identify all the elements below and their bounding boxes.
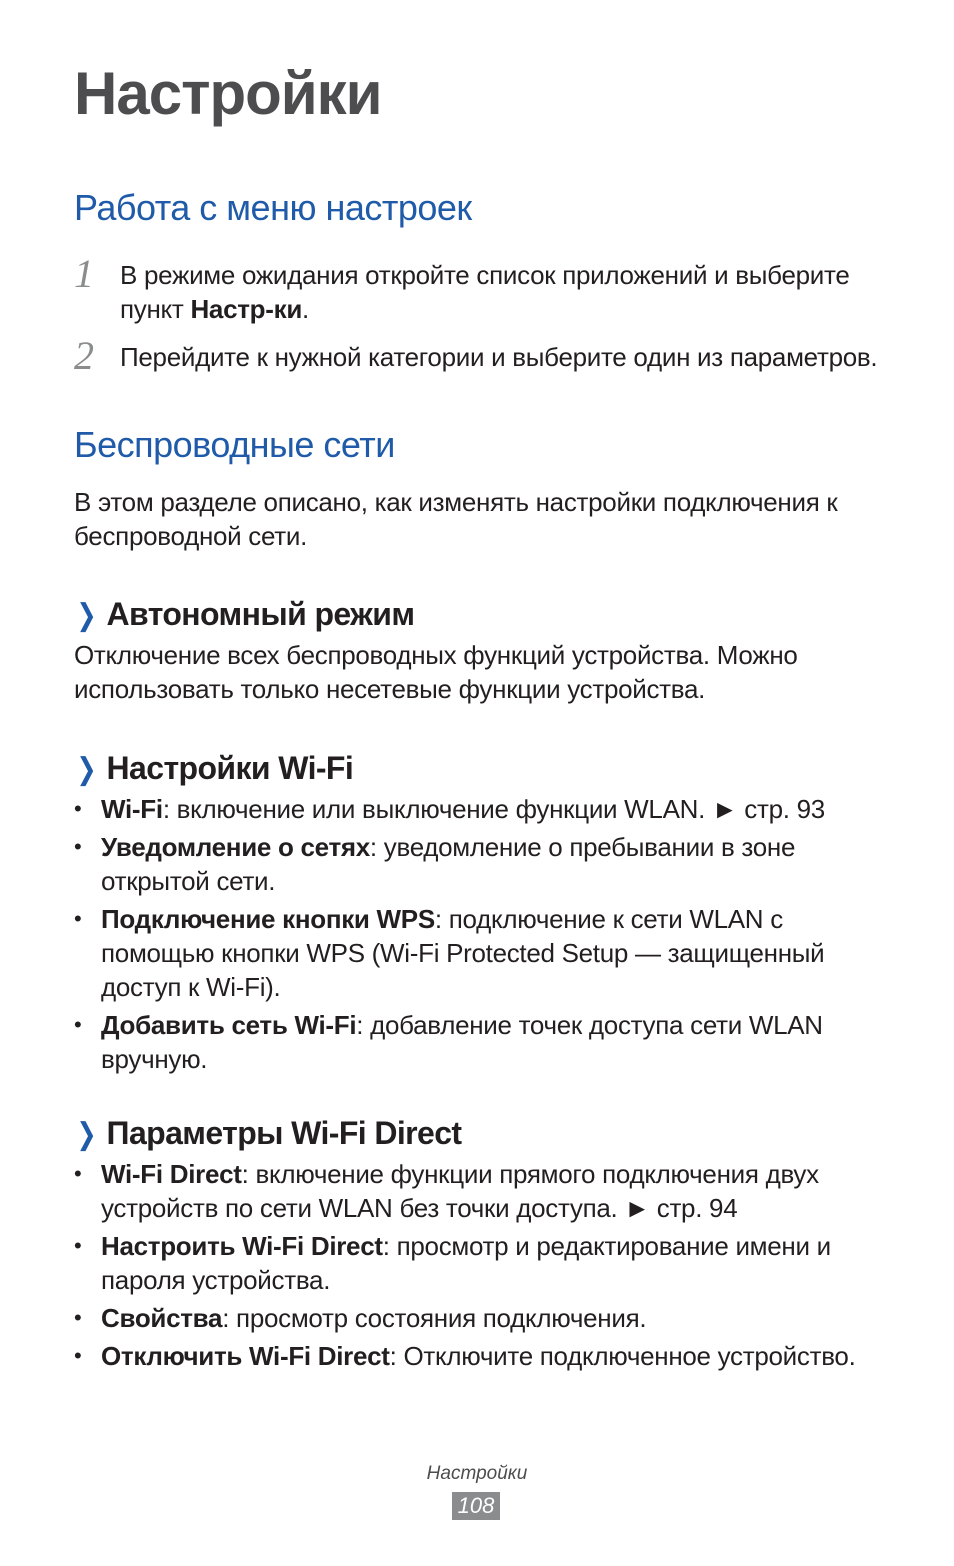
section-title-wireless: Беспроводные сети — [74, 424, 395, 465]
settings-item-name: Настр-ки — [190, 294, 303, 324]
bullet-icon: • — [74, 834, 82, 859]
list-item: • Отключить Wi-Fi Direct: Отключите подключенное устройство. — [74, 1341, 856, 1371]
list-item: • Wi-Fi: включение или выключение функции WLAN. ► стр. 93 — [74, 794, 825, 824]
list-item: • Добавить сеть Wi-Fi: добавление точек доступа сети WLAN вручную. — [74, 1010, 823, 1074]
chevron-right-icon: ❯ — [76, 599, 97, 632]
subheading-airplane-mode: ❯ Автономный режим — [74, 594, 414, 636]
wireless-intro: В этом разделе описано, как изменять настройки подключения к беспроводной сети. — [74, 487, 838, 551]
bullet-icon: • — [74, 1343, 82, 1368]
step-1 — [74, 251, 894, 326]
airplane-mode-description: Отключение всех беспроводных функций устройства. Можно использовать только несетевые функции устройства. — [74, 640, 798, 704]
bullet-icon: • — [74, 1305, 82, 1330]
bullet-icon: • — [74, 1161, 82, 1186]
chevron-right-icon: ❯ — [76, 753, 97, 786]
bullet-icon: • — [74, 1233, 82, 1258]
list-item: • Уведомление о сетях: уведомление о пребывании в зоне открытой сети. — [74, 832, 796, 896]
list-item: • Подключение кнопки WPS: подключение к сети WLAN с помощью кнопки WPS (Wi-Fi Protected Setup — защищенный доступ к Wi-Fi). — [74, 904, 825, 1002]
step-2 — [74, 333, 894, 378]
step-number: 2 — [74, 333, 94, 378]
bullet-icon: • — [74, 796, 82, 821]
subheading-wifi-settings: ❯ Настройки Wi-Fi — [74, 748, 353, 790]
step-text: Перейдите к нужной категории и выберите один из параметров. — [120, 342, 878, 372]
footer-section-label: Настройки — [426, 1463, 528, 1484]
subheading-wifi-direct: ❯ Параметры Wi-Fi Direct — [74, 1113, 461, 1155]
bullet-icon: • — [74, 906, 82, 931]
step-text: В режиме ожидания откройте список приложений и выберите пункт Настр-ки. — [120, 260, 850, 324]
wifi-direct-list — [74, 1157, 894, 1377]
page-title: Настройки — [74, 60, 382, 127]
page-number: 108 — [452, 1492, 500, 1520]
bullet-icon: • — [74, 1012, 82, 1037]
list-item: • Свойства: просмотр состояния подключения. — [74, 1303, 647, 1333]
step-number: 1 — [74, 251, 94, 296]
list-item: • Настроить Wi-Fi Direct: просмотр и редактирование имени и пароля устройства. — [74, 1231, 831, 1295]
list-item: • Wi-Fi Direct: включение функции прямого подключения двух устройств по сети WLAN без точки доступа. ► стр. 94 — [74, 1159, 819, 1223]
chevron-right-icon: ❯ — [76, 1118, 97, 1151]
wifi-settings-list — [74, 792, 894, 1080]
section-title-settings-menu: Работа с меню настроек — [74, 187, 472, 228]
